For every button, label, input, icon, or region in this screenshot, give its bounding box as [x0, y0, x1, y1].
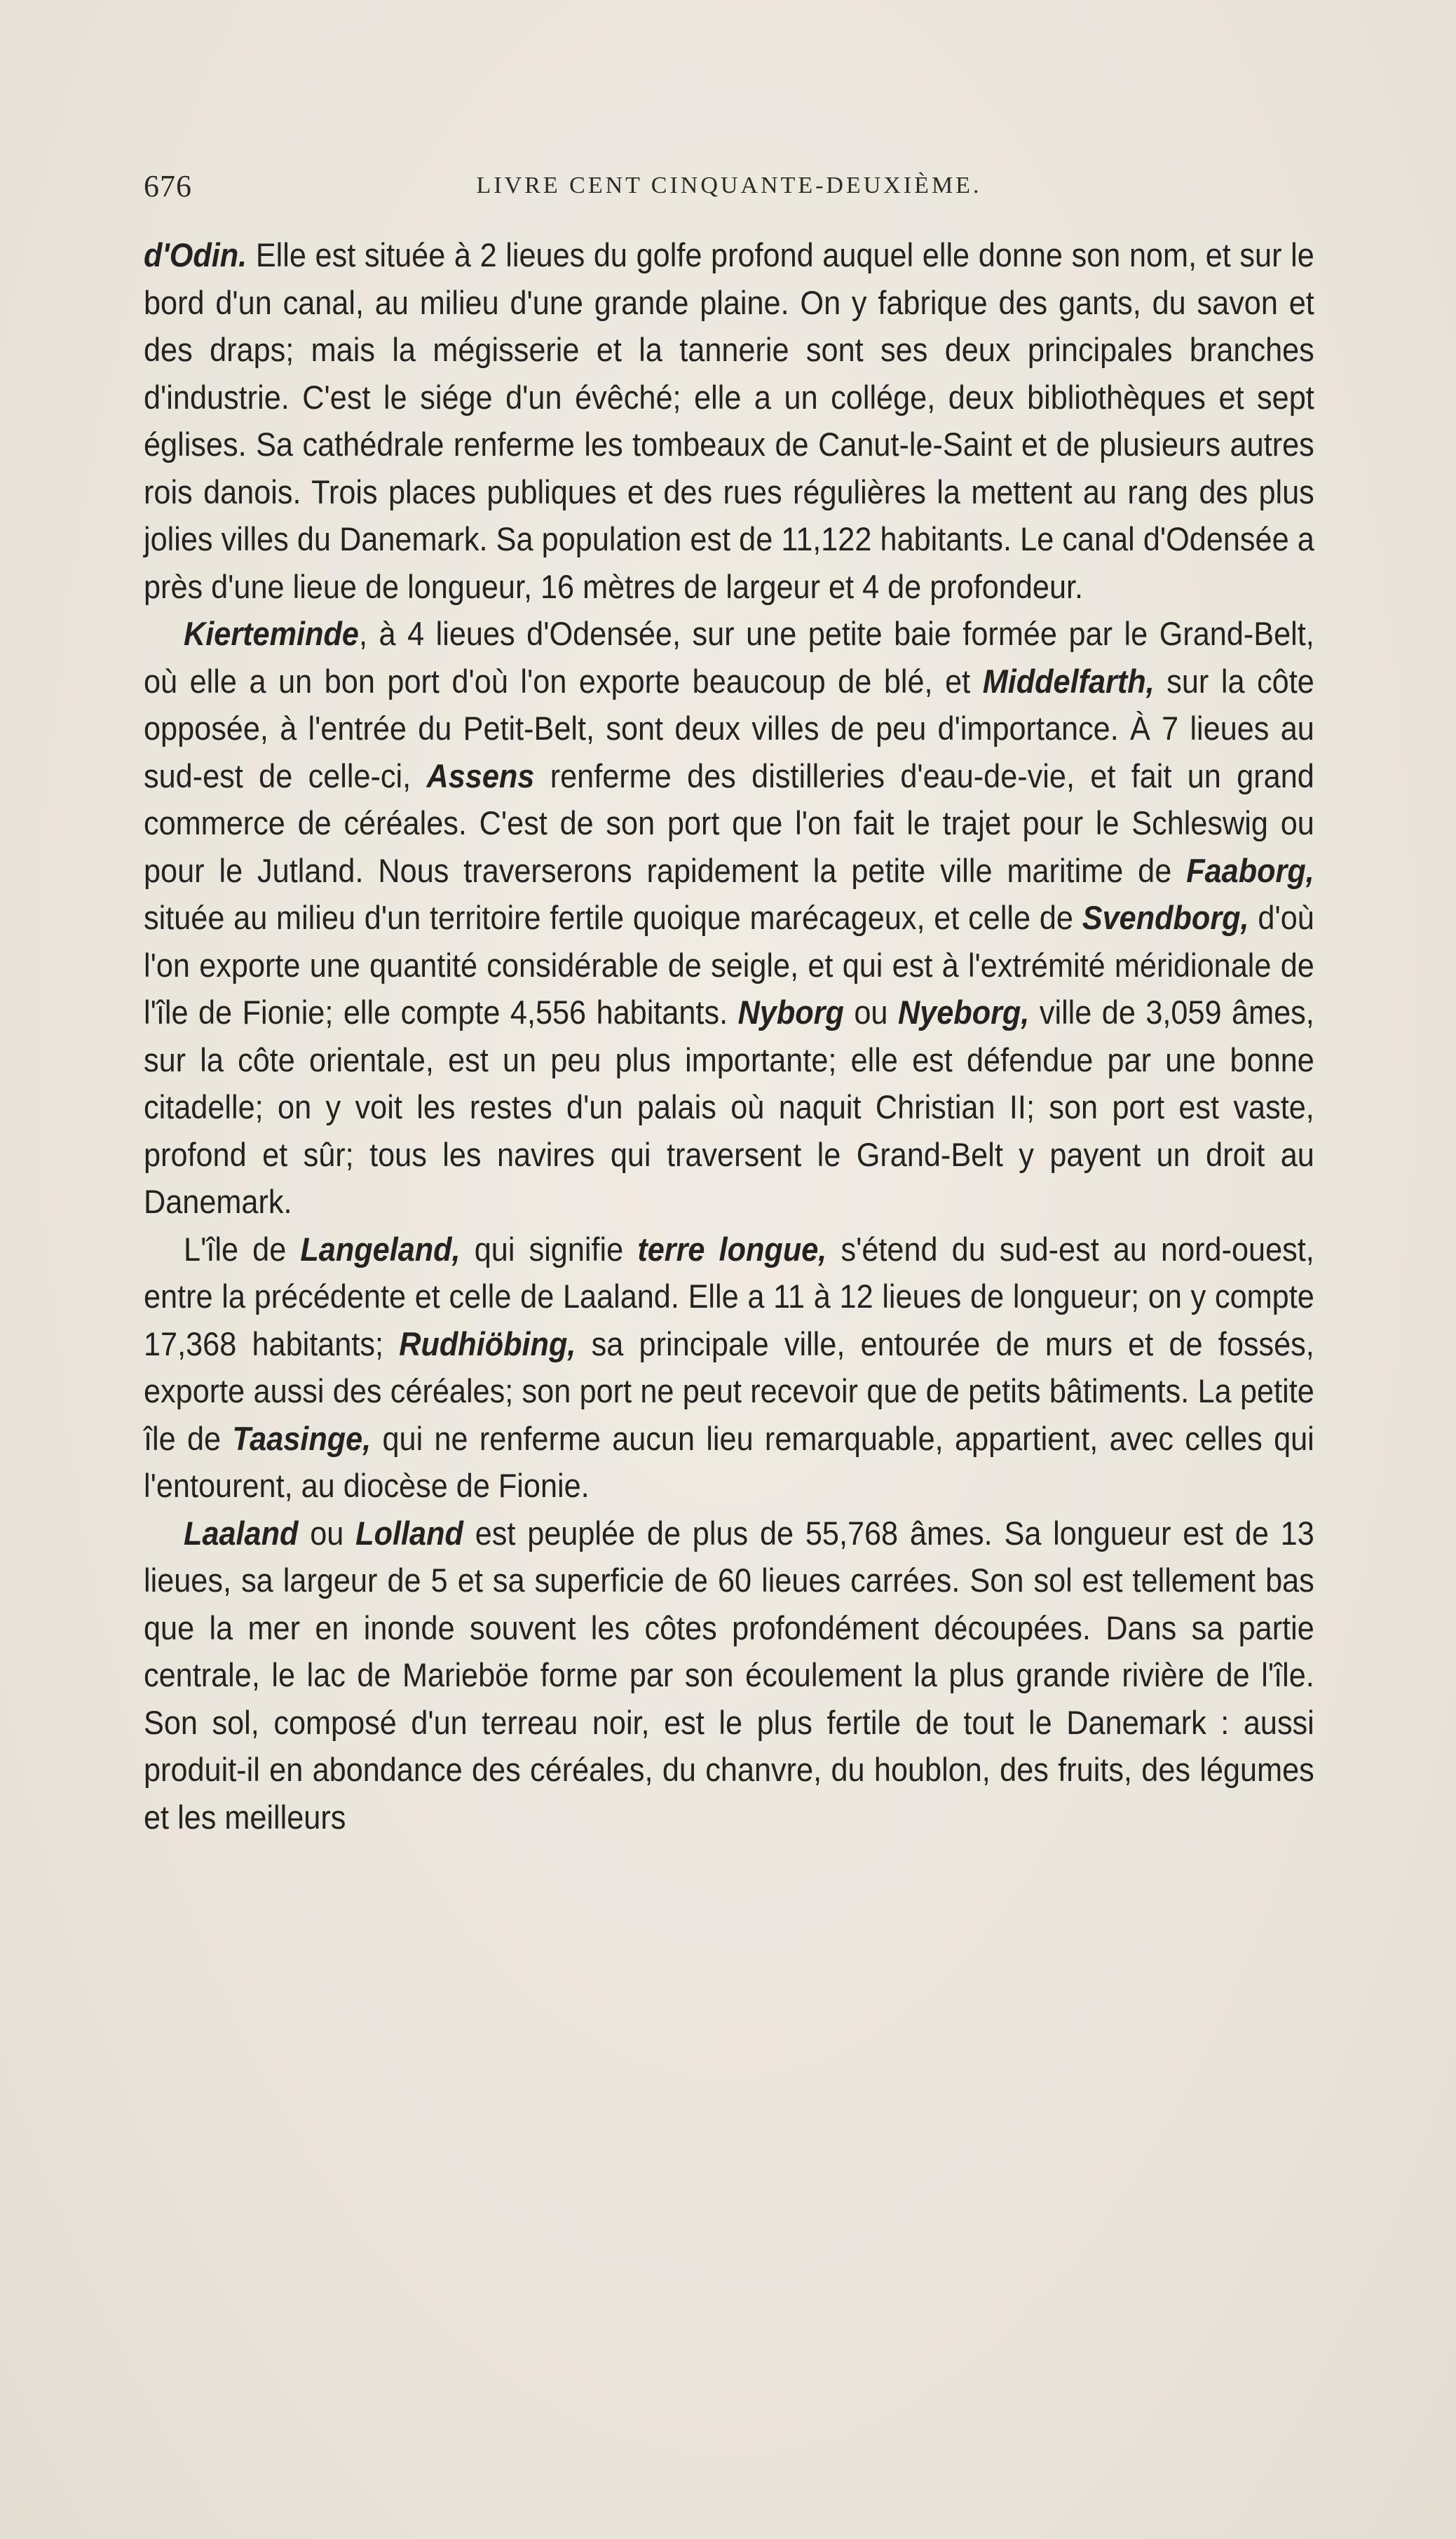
italic-term: terre longue, [637, 1230, 827, 1268]
italic-term: Laaland [184, 1514, 299, 1552]
paragraph [144, 1510, 1314, 1841]
text-run: , à 4 lieues d'Odensée, sur une petite baie formée par le Grand-Belt, où elle a un bon port d'où l'on exporte beaucoup de blé, et [144, 615, 1314, 700]
italic-term: Rudhiöbing, [399, 1325, 576, 1362]
body-text [144, 231, 1314, 1841]
italic-term: Lolland [355, 1514, 463, 1552]
paragraph [144, 1226, 1314, 1510]
paragraph [144, 610, 1314, 1226]
text-run: qui signifie [460, 1230, 638, 1268]
text-run: qui ne renferme aucun lieu remarquable, appartient, avec celles qui l'entourent, au diocèse de Fionie. [144, 1419, 1314, 1504]
text-run: sa principale ville, entourée de murs et de fossés, exporte aussi des céréales; son port ne peut recevoir que de petits bâtiments. La petite île de [144, 1325, 1314, 1457]
text-run: est peuplée de plus de 55,768 âmes. Sa longueur est de 13 lieues, sa largeur de 5 et sa superficie de 60 lieues carrées. Son sol est tellement bas que la mer en inonde souvent les côtes profondément découpées. Dans sa partie centrale, le lac de Marieböe forme par son écoulement la plus grande rivière de l'île. Son sol, composé d'un terreau noir, est le plus fertile de tout le Danemark : aussi produit-il en abondance des céréales, du chanvre, du houblon, des fruits, des légumes et les meilleurs [144, 1514, 1314, 1836]
text-run: Elle est située à 2 lieues du golfe profond auquel elle donne son nom, et sur le bord d'un canal, au milieu d'une grande plaine. On y fabrique des gants, du savon et des draps; mais la mégisserie et la tannerie sont ses deux principales branches d'industrie. C'est le siége d'un évêché; elle a un collége, deux bibliothèques et sept églises. Sa cathédrale renferme les tombeaux de Canut-le-Saint et de plusieurs autres rois danois. Trois places publiques et des rues régulières la mettent au rang des plus jolies villes du Danemark. Sa population est de 11,122 habitants. Le canal d'Odensée a près d'une lieue de longueur, 16 mètres de largeur et 4 de profondeur. [144, 236, 1314, 605]
italic-term: Assens [426, 757, 535, 794]
page-header [144, 168, 1314, 210]
italic-term: Nyborg [737, 994, 844, 1031]
italic-term: Kierteminde [184, 615, 359, 652]
italic-term: Faaborg, [1186, 851, 1314, 889]
italic-term: Taasinge, [232, 1419, 372, 1457]
italic-term: Langeland, [300, 1230, 461, 1268]
text-run: d'où l'on exporte une quantité considérable de seigle, et qui est à l'extrémité méridionale de l'île de Fionie; elle compte 4,556 habitants. [144, 899, 1314, 1031]
text-run: s'étend du sud-est au nord-ouest, entre la précédente et celle de Laaland. Elle a 11 à 12 lieues de longueur; on y compte 17,368 habitants; [144, 1230, 1314, 1362]
text-run: sur la côte opposée, à l'entrée du Petit-Belt, sont deux villes de peu d'importance. À 7 lieues au sud-est de celle-ci, [144, 662, 1314, 794]
text-run: ville de 3,059 âmes, sur la côte orientale, est un peu plus importante; elle est défendue par une bonne citadelle; on y voit les restes d'un palais où naquit Christian II; son port est vaste, profond et sûr; tous les navires qui traversent le Grand-Belt y payent un droit au Danemark. [144, 994, 1314, 1220]
italic-term: d'Odin. [144, 236, 247, 273]
text-run: ou [843, 994, 898, 1031]
running-title: LIVRE CENT CINQUANTE-DEUXIÈME. [476, 172, 982, 198]
text-run: L'île de [184, 1230, 301, 1268]
paragraph [144, 231, 1314, 610]
text-run: ou [298, 1514, 356, 1552]
italic-term: Middelfarth, [982, 662, 1155, 700]
italic-term: Nyeborg, [897, 994, 1030, 1031]
page-number: 676 [144, 169, 192, 203]
text-run: renferme des distilleries d'eau-de-vie, et fait un grand commerce de céréales. C'est de son port que l'on fait le trajet pour le Schleswig ou pour le Jutland. Nous traverserons rapidement la petite ville maritime de [144, 757, 1314, 889]
text-run: située au milieu d'un territoire fertile quoique marécageux, et celle de [144, 899, 1082, 936]
paragraph-container [144, 231, 1314, 1841]
italic-term: Svendborg, [1082, 899, 1249, 936]
